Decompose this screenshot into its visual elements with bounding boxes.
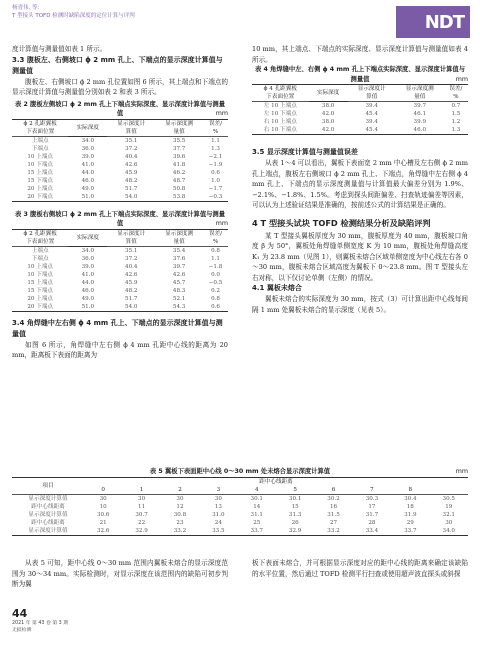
table-cell: 0.2 [211,287,220,294]
table-cell: 32.6 [96,527,110,534]
table-cell: 上端点 [31,247,49,254]
table-row [252,102,468,111]
section-4-1-heading: 4.1 翼板未熔合 [252,284,302,292]
section-3-5-paragraph: 从表 1～4 可以看出，翼板下表面宽 2 mm 中心槽及左右侧 ϕ 2 mm 孔上端点，腹板左右侧坡口 ϕ 2 mm 孔上、下端点，角焊缝中左右侧 ϕ 4 mm 孔上、下端点的显示深度测量值与计算值最大偏差分别为 1.9%、−2.1%、−1.8%、1.5%。考虑到探头间距偏差、扫查轨迹偏差等因素，可以认为上述验证结果是准确的，按前述公式的计算结果是正确的。 [252,159,468,209]
table-cell: 35.1 [125,137,138,144]
table-cell: 30.4 [404,495,417,502]
table-cell: 40.4 [125,153,138,160]
table-cell: −2.1 [208,153,223,160]
table-cell: 33.7 [404,527,417,534]
table-cell: 28 [368,519,376,526]
table-row [12,519,468,527]
table-cell: 1.2 [451,119,461,125]
table-cell: 36.0 [81,255,95,262]
table-cell: 45.7 [172,279,186,286]
table-cell: 39.7 [172,263,186,270]
table-cell: 30.3 [365,495,379,502]
bottom-left-paragraph-block [12,558,228,590]
table-row [12,494,468,503]
table-cell: 32.9 [135,527,148,534]
journal-logo: NDT [396,6,470,38]
table-cell: −0.3 [208,193,223,200]
table-cell: 32.1 [442,511,455,518]
table-cell: 10 下端点 [27,271,54,278]
table-row [252,118,468,126]
bottom-right-paragraph-block [252,558,468,579]
table-cell: 35.4 [172,247,186,254]
table-cell: 39.0 [81,263,95,270]
table-row [12,193,228,202]
table-cell: 36.0 [81,145,95,152]
table-cell: 20 下端点 [27,303,54,310]
table-row [12,145,228,153]
table-cell: 33.2 [327,527,340,534]
running-head-title: T 型接头 TOFD 检测时缺陷深度的定位计算与评判 [12,13,135,19]
section-3-5-heading: 3.5 显示深度计算值与测量值误差 [252,148,358,156]
table-5-block [12,467,468,536]
table-cell: 41.0 [81,271,95,278]
table-cell: 0.8 [211,247,220,254]
table-cell: 37.2 [125,255,138,262]
table-cell: 49.0 [81,185,95,192]
table-cell: 30 [445,519,453,526]
table-cell: −1.8 [208,263,223,270]
table-2: ϕ 2 孔距翼板 实际深度 显示深度计 显示深度测 误差/ 下表面位置 算值 量值 % 上端点 34.0 35.1 35.5 1.1 下端点 36.0 37.2 37.7 1.3 10 上端点 39.0 40.4 39.6 −2.1 10 下端点 41.0 42.6 41.8 −1.9 15 上端点 44.0 45.9 46.2 0.6 15 下端点 46.0 48.2 48.7 1.0 20 上端点 49.0 51.7 50.8 −1.7 20 下端点 51.0 54.0 53.8 −0.3 [12,119,228,202]
table-cell: 41.8 [172,161,186,168]
table-cell: 15 上端点 [27,169,54,176]
table-cell: 15 下端点 [27,177,54,184]
table-row [12,271,228,279]
table-cell: 29 [406,519,414,526]
section-3-3-heading: 3.3 腹板左、右侧坡口 ϕ 2 mm 孔上、下端点的显示深度计算值与测量值 [12,55,223,75]
running-head-authors: 杨青伟, 等: [12,5,40,11]
running-head [12,4,135,20]
table-cell: −1.9 [208,161,223,168]
table-cell: 30.7 [135,511,148,518]
table-row [12,246,228,255]
table-cell: 35.1 [125,247,138,254]
table-cell: 31.3 [288,511,302,518]
table-cell: 14 [253,503,261,510]
table-cell: 37.6 [172,255,186,262]
table-row [12,303,228,312]
table-cell: 30.1 [288,495,302,502]
table-cell: 50.8 [172,185,186,192]
table-cell: 左 10 下端点 [263,111,297,117]
table-row [12,161,228,169]
table-cell: 34.0 [81,247,95,254]
table-cell: 31.7 [365,511,379,518]
table-5-column-header: 8 [408,486,413,493]
table-cell: 22 [138,519,146,526]
table-cell: 左 10 上端点 [263,103,297,109]
table-cell: 20 下端点 [27,193,54,200]
section-3-4-paragraph: 如图 6 所示，角焊缝中左右侧 ϕ 4 mm 孔距中心线的距离为 20 mm，距离板下表面的距离为 [12,340,228,359]
section-3-4-heading: 3.4 角焊缝中左右侧 ϕ 4 mm 孔上、下端点的显示深度计算值与测量值 [12,318,223,338]
table-cell: 42.6 [125,271,138,278]
table-cell: 39.4 [365,119,378,125]
table-row [12,263,228,271]
table-cell: 20 上端点 [27,295,54,302]
table-cell: 30.1 [250,495,263,502]
table-row [12,503,468,511]
table-cell: 33.4 [365,527,379,534]
table-cell: 16 [329,503,338,510]
table-cell: 13 [214,503,222,510]
left-column [12,44,228,361]
table-cell: 33.7 [250,527,263,534]
table-cell: 37.2 [125,145,138,152]
table-cell: 15 上端点 [27,279,54,286]
table-cell: 39.6 [172,153,186,160]
table-cell: 30 [138,495,146,502]
section-4-heading: 4 T 型接头试块 TOFD 检测结果分析及缺陷评判 [252,217,431,228]
table-cell: 39.4 [365,103,378,109]
table-cell: −0.5 [208,279,223,286]
table-cell: 45.4 [365,127,378,133]
table-cell: 39.9 [413,119,427,125]
table-cell: 42.0 [321,111,335,117]
issue-info: 2021 年 第 43 卷 第 3 期 [12,621,69,626]
table-cell: 0.0 [211,271,220,278]
table-cell: 31.1 [250,511,263,518]
table-cell: 40.4 [125,263,138,270]
table-cell: 31.5 [327,511,340,518]
table-cell: 46.0 [81,287,95,294]
table-cell: 49.0 [81,295,95,302]
table-cell: 54.3 [172,303,186,310]
table-cell: 0.6 [211,169,220,176]
table-cell: 44.0 [81,279,95,286]
table-cell: 20 上端点 [27,185,54,192]
table-cell: 距中心线距离 [31,519,65,526]
table-5-column-header: 1 [139,486,144,493]
section-3-3-paragraph: 腹板左、右侧坡口 ϕ 2 mm 孔位置如图 6 所示，其上端点和下端点的显示深度计算值与测量值分别如表 2 和表 3 所示。 [12,77,228,96]
table-cell: 24 [214,519,222,526]
table-cell: 距中心线距离 [31,503,65,510]
table-cell: 10 下端点 [27,161,54,168]
table-cell: 右 10 下端点 [263,127,297,133]
table-cell: 12 [176,503,184,510]
table-cell: 21 [99,519,107,526]
intro-paragraph: 度计算值与测量值如表 1 所示。 [12,45,107,53]
table-cell: 37.7 [172,145,186,152]
table-4-caption: 表 4 角焊缝中左、右侧 ϕ 4 mm 孔上下端点实际深度、显示深度计算值与测量值 mm [254,66,468,83]
table-cell: 54.0 [125,303,138,310]
table-row [12,511,468,519]
table-cell: 1.0 [211,177,220,184]
table-cell: 0.6 [211,303,220,310]
table-row [12,279,228,287]
table-cell: 18 [406,503,414,510]
table-row [12,287,228,295]
table-cell: 52.1 [172,295,186,302]
table-cell: 25 [253,519,261,526]
table-3: ϕ 2 孔距翼板 实际深度 显示深度计 显示深度测 误差/ 下表面位置 算值 量值 % 上端点 34.0 35.1 35.4 0.8 下端点 36.0 37.2 37.6 1.1 10 上端点 39.0 40.4 39.7 −1.8 10 下端点 41.0 42.6 42.6 0.0 15 上端点 44.0 45.9 45.7 −0.5 15 下端点 46.0 48.2 48.3 0.2 20 上端点 49.0 51.7 52.1 0.8 20 下端点 51.0 54.0 54.3 0.6 [12,229,228,312]
table-cell: 15 下端点 [27,287,54,294]
table-cell: 17 [368,503,376,510]
table-cell: 10 上端点 [27,263,54,270]
table-cell: 26 [291,519,299,526]
table-row [252,110,468,118]
table-row [12,527,468,536]
table-cell: 46.0 [413,127,427,133]
table-row [12,255,228,263]
journal-name: 无损检测 [12,628,32,633]
table-cell: 30 [214,495,222,502]
table-cell: 33.5 [212,527,225,534]
table-cell: 1.5 [451,111,461,117]
table-cell: 44.0 [81,169,95,176]
table-3-caption: 表 3 腹板右侧坡口 ϕ 2 mm 孔上下端点实际深度、显示深度计算值与测量值 mm [14,210,228,227]
table-cell: 48.3 [172,287,186,294]
table-cell: 10 [99,503,107,510]
table-4: ϕ 4 孔距翼板 实际深度 显示深度计 显示深度测 误差/ 下表面位置 算值 量值 % 左 10 上端点 38.0 39.4 39.7 0.7 左 10 下端点 42.0 45.4 46.1 1.5 右 10 上端点 38.0 39.4 39.9 1.2 右 10 下端点 42.0 45.4 46.0 1.3 [252,84,468,135]
table-cell: 30 [99,495,107,502]
section-4-paragraph: 某 T 型接头翼板厚度为 30 mm，腹板厚度为 40 mm，腹板坡口角度 β 为 50°，翼板处角焊缝单侧宽度 K 为 10 mm，腹板处角焊缝高度 K₁ 为 23.8 mm（见图 1），则翼板未熔合区域单侧宽度为中心线左右各 0～30 mm，腹板未熔合区域高度为翼板下 0～23.8 mm。图 T 型接头左右对称，以下仅讨论单侧（左侧）的情况。 [252,231,468,282]
table-row [12,136,228,145]
table-5-column-header: 6 [331,486,336,493]
table-5: 项目 距中心线距离 0 1 2 3 4 5 6 7 8 显示深度计算值 30 30 30 30 30.1 30.1 30.2 30.3 30.4 30.5 距中心线距离 10 11 12 13 14 15 16 17 18 19 显示深度计算值 30.6 30.7 30.8 31.0 31.1 31.3 31.5 31.7 31.9 32.1 距中心线距离 21 22 23 24 25 26 27 28 29 30 显示深度计算值 32.6 32.9 33.2 33.5 33.7 32.9 33.2 33.4 33.7 34.0 [12,477,468,536]
table-5-caption: 表 5 翼板下表面距中心线 0～30 mm 处未熔合显示深度计算值 mm [149,468,468,475]
table-cell: 1.1 [211,137,220,144]
bottom-left-paragraph: 从表 5 可知，距中心线 0～30 mm 范围内翼板未熔合的显示深度范围为 30～34 mm。实际检测时，对显示深度在该范围内的缺陷可初步判断为翼 [12,559,228,588]
table-cell: 39.0 [81,153,95,160]
section-4-1-paragraph: 翼板未熔合的实际深度为 30 mm，按式（3）可计算出距中心线每间隔 1 mm 处翼板未熔合的显示深度（见表 5）。 [252,295,468,314]
table-cell: 上端点 [31,137,49,144]
table-cell: 51.7 [125,185,138,192]
table-cell: 42.6 [125,161,138,168]
table-cell: 34.0 [81,137,95,144]
table-row [12,177,228,185]
table-cell: 32.9 [288,527,302,534]
table-5-column-header: 3 [216,486,221,493]
table-cell: 39.7 [413,103,427,109]
table-row [12,295,228,303]
table-cell: 1.3 [451,127,461,133]
table-cell: 34.0 [442,527,455,534]
continuation-paragraph: 10 mm，其上端点、下端点的实际深度、显示深度计算值与测量值如表 4 所示。 [252,45,468,64]
table-cell: 31.0 [212,511,225,518]
table-cell: 42.0 [321,127,335,133]
table-cell: 右 10 上端点 [263,119,297,125]
bottom-right-paragraph: 板下表面未熔合，并可根据显示深度对应的距中心线的距离来确定该缺陷的水平位置，然后通过 TOFD 检测平行扫查或使用超声波直探头或斜探 [252,559,468,578]
table-cell: 27 [329,519,338,526]
table-cell: 30.8 [173,511,187,518]
table-5-column-header: 2 [178,486,182,493]
page-footer [12,607,68,634]
table-cell: 15 [291,503,299,510]
table-cell: 33.2 [173,527,187,534]
table-cell: 10 上端点 [27,153,54,160]
table-cell: 30.2 [327,495,340,502]
table-cell: 显示深度计算值 [28,511,68,518]
table-cell: 45.4 [365,111,378,117]
table-cell: 1.3 [211,145,220,152]
table-cell: 38.0 [321,119,335,125]
table-cell: 51.7 [125,295,138,302]
table-cell: 31.9 [404,511,417,518]
table-cell: 30.5 [442,495,455,502]
table-row [12,185,228,193]
table-cell: 0.8 [211,295,220,302]
table-5-column-header: 4 [254,486,259,493]
table-cell: 显示深度计算值 [28,527,68,534]
table-cell: 46.1 [413,111,427,117]
table-5-column-header: 0 [101,486,105,493]
table-cell: 51.0 [81,193,95,200]
table-2-caption: 表 2 腹板左侧坡口 ϕ 2 mm 孔上下端点实际深度、显示深度计算值与测量值 mm [14,100,228,117]
page-header [0,0,480,42]
table-cell: 38.0 [321,103,335,109]
table-cell: 23 [176,519,184,526]
table-cell: 30 [176,495,184,502]
table-cell: 46.0 [81,177,95,184]
table-cell: 48.7 [172,177,186,184]
table-cell: 48.2 [125,287,138,294]
table-cell: 1.1 [211,255,220,262]
table-cell: 11 [138,503,146,510]
table-row [12,169,228,177]
table-cell: 35.5 [172,137,186,144]
table-cell: 42.6 [172,271,186,278]
table-row [252,126,468,135]
table-cell: 48.2 [125,177,138,184]
table-cell: 41.0 [81,161,95,168]
table-cell: 30.6 [96,511,110,518]
table-cell: 53.8 [172,193,186,200]
table-5-column-header: 7 [370,486,374,493]
table-cell: 19 [445,503,453,510]
table-cell: 46.2 [172,169,186,176]
table-5-column-header: 5 [293,486,297,493]
table-row [12,153,228,161]
right-column [252,44,468,315]
table-cell: 51.0 [81,303,95,310]
table-cell: 显示深度计算值 [28,495,68,502]
table-cell: −1.7 [208,185,223,192]
table-cell: 下端点 [31,255,49,262]
table-cell: 0.7 [451,103,461,109]
table-cell: 45.9 [125,279,138,286]
table-cell: 下端点 [31,145,49,152]
page-number: 44 [12,607,28,620]
table-cell: 54.0 [125,193,138,200]
table-cell: 45.9 [125,169,138,176]
